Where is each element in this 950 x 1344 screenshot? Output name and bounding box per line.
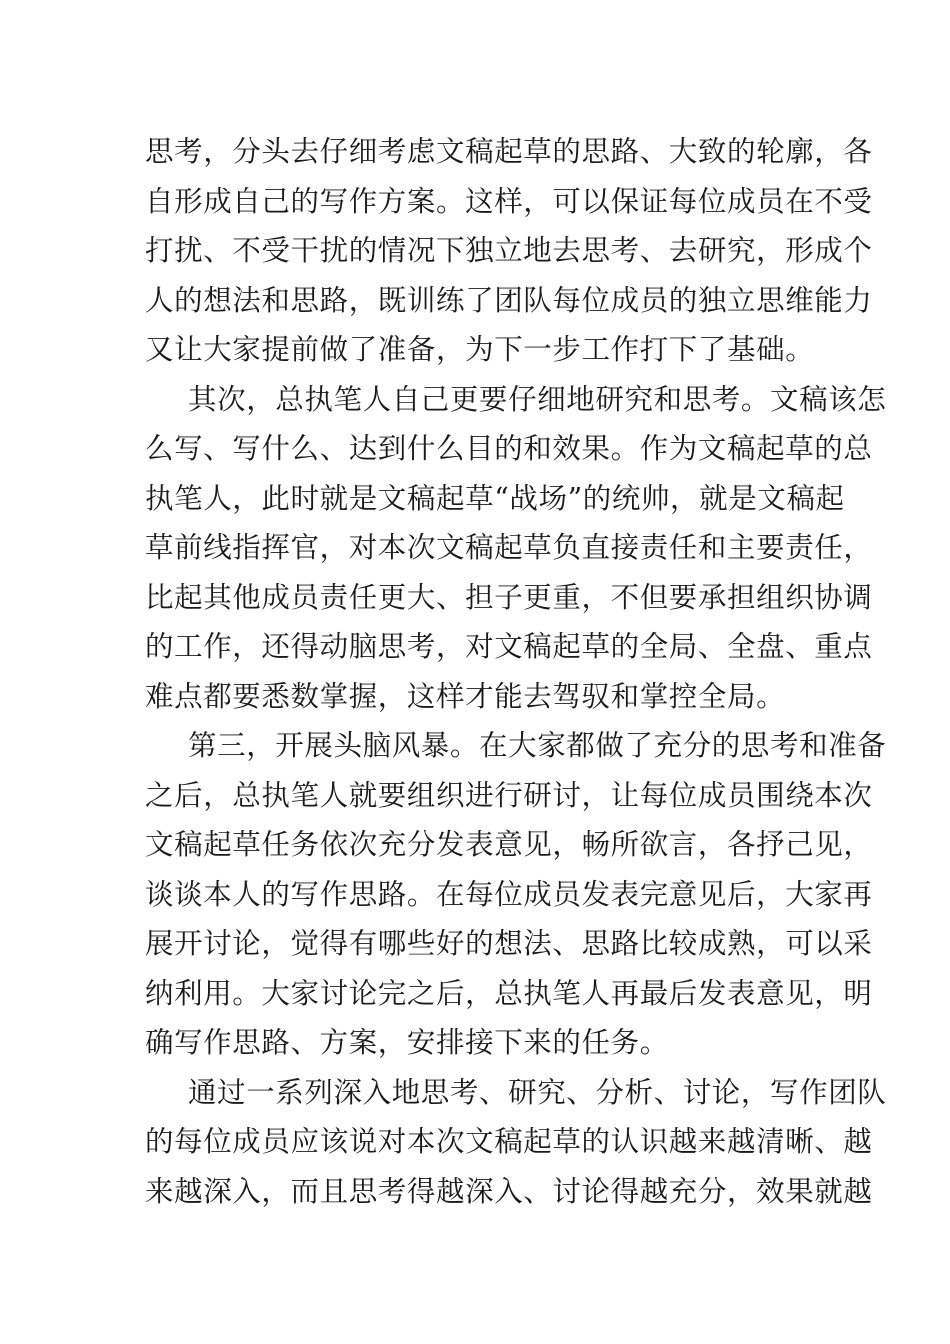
text-line-21: 的每位成员应该说对本次文稿起草的认识越来越清晰、越 <box>145 1125 873 1158</box>
text-line-5: 又让大家提前做了准备，为下一步工作打下了基础。 <box>145 333 815 366</box>
text-line-1: 思考，分头去仔细考虑文稿起草的思路、大致的轮廓，各 <box>145 135 873 168</box>
text-line-20: 通过一系列深入地思考、研究、分析、讨论，写作团队 <box>188 1075 887 1109</box>
text-line-17: 展开讨论，觉得有哪些好的想法、思路比较成熟，可以采 <box>145 927 873 960</box>
text-line-8: 执笔人，此时就是文稿起草“战场”的统帅，就是文稿起 <box>145 481 845 515</box>
text-line-10: 比起其他成员责任更大、担子更重，不但要承担组织协调 <box>145 580 873 614</box>
text-line-22: 来越深入，而且思考得越深入、讨论得越充分，效果就越 <box>145 1174 873 1208</box>
text-line-6: 其次，总执笔人自己更要仔细地研究和思考。文稿该怎 <box>188 382 887 416</box>
text-line-12: 难点都要悉数掌握，这样才能去驾驭和掌控全局。 <box>145 679 786 713</box>
body-text <box>145 127 887 1216</box>
text-line-9: 草前线指挥官，对本次文稿起草负直接责任和主要责任， <box>145 531 873 564</box>
text-line-7: 么写、写什么、达到什么目的和效果。作为文稿起草的总 <box>145 432 873 465</box>
text-line-13: 第三，开展头脑风暴。在大家都做了充分的思考和准备 <box>188 729 887 762</box>
text-line-4: 人的想法和思路，既训练了团队每位成员的独立思维能力 <box>145 283 873 317</box>
text-line-19: 确写作思路、方案，安排接下来的任务。 <box>145 1026 669 1059</box>
text-line-11: 的工作，还得动脑思考，对文稿起草的全局、全盘、重点 <box>145 630 873 663</box>
text-line-3: 打扰、不受干扰的情况下独立地去思考、去研究，形成个 <box>145 234 873 267</box>
text-line-15: 文稿起草任务依次充分发表意见，畅所欲言，各抒己见， <box>145 828 873 861</box>
text-line-18: 纳利用。大家讨论完之后，总执笔人再最后发表意见，明 <box>145 976 873 1010</box>
text-line-14: 之后，总执笔人就要组织进行研讨，让每位成员围绕本次 <box>145 778 873 812</box>
text-line-2: 自形成自己的写作方案。这样，可以保证每位成员在不受 <box>145 184 873 218</box>
text-line-16: 谈谈本人的写作思路。在每位成员发表完意见后，大家再 <box>145 877 873 911</box>
